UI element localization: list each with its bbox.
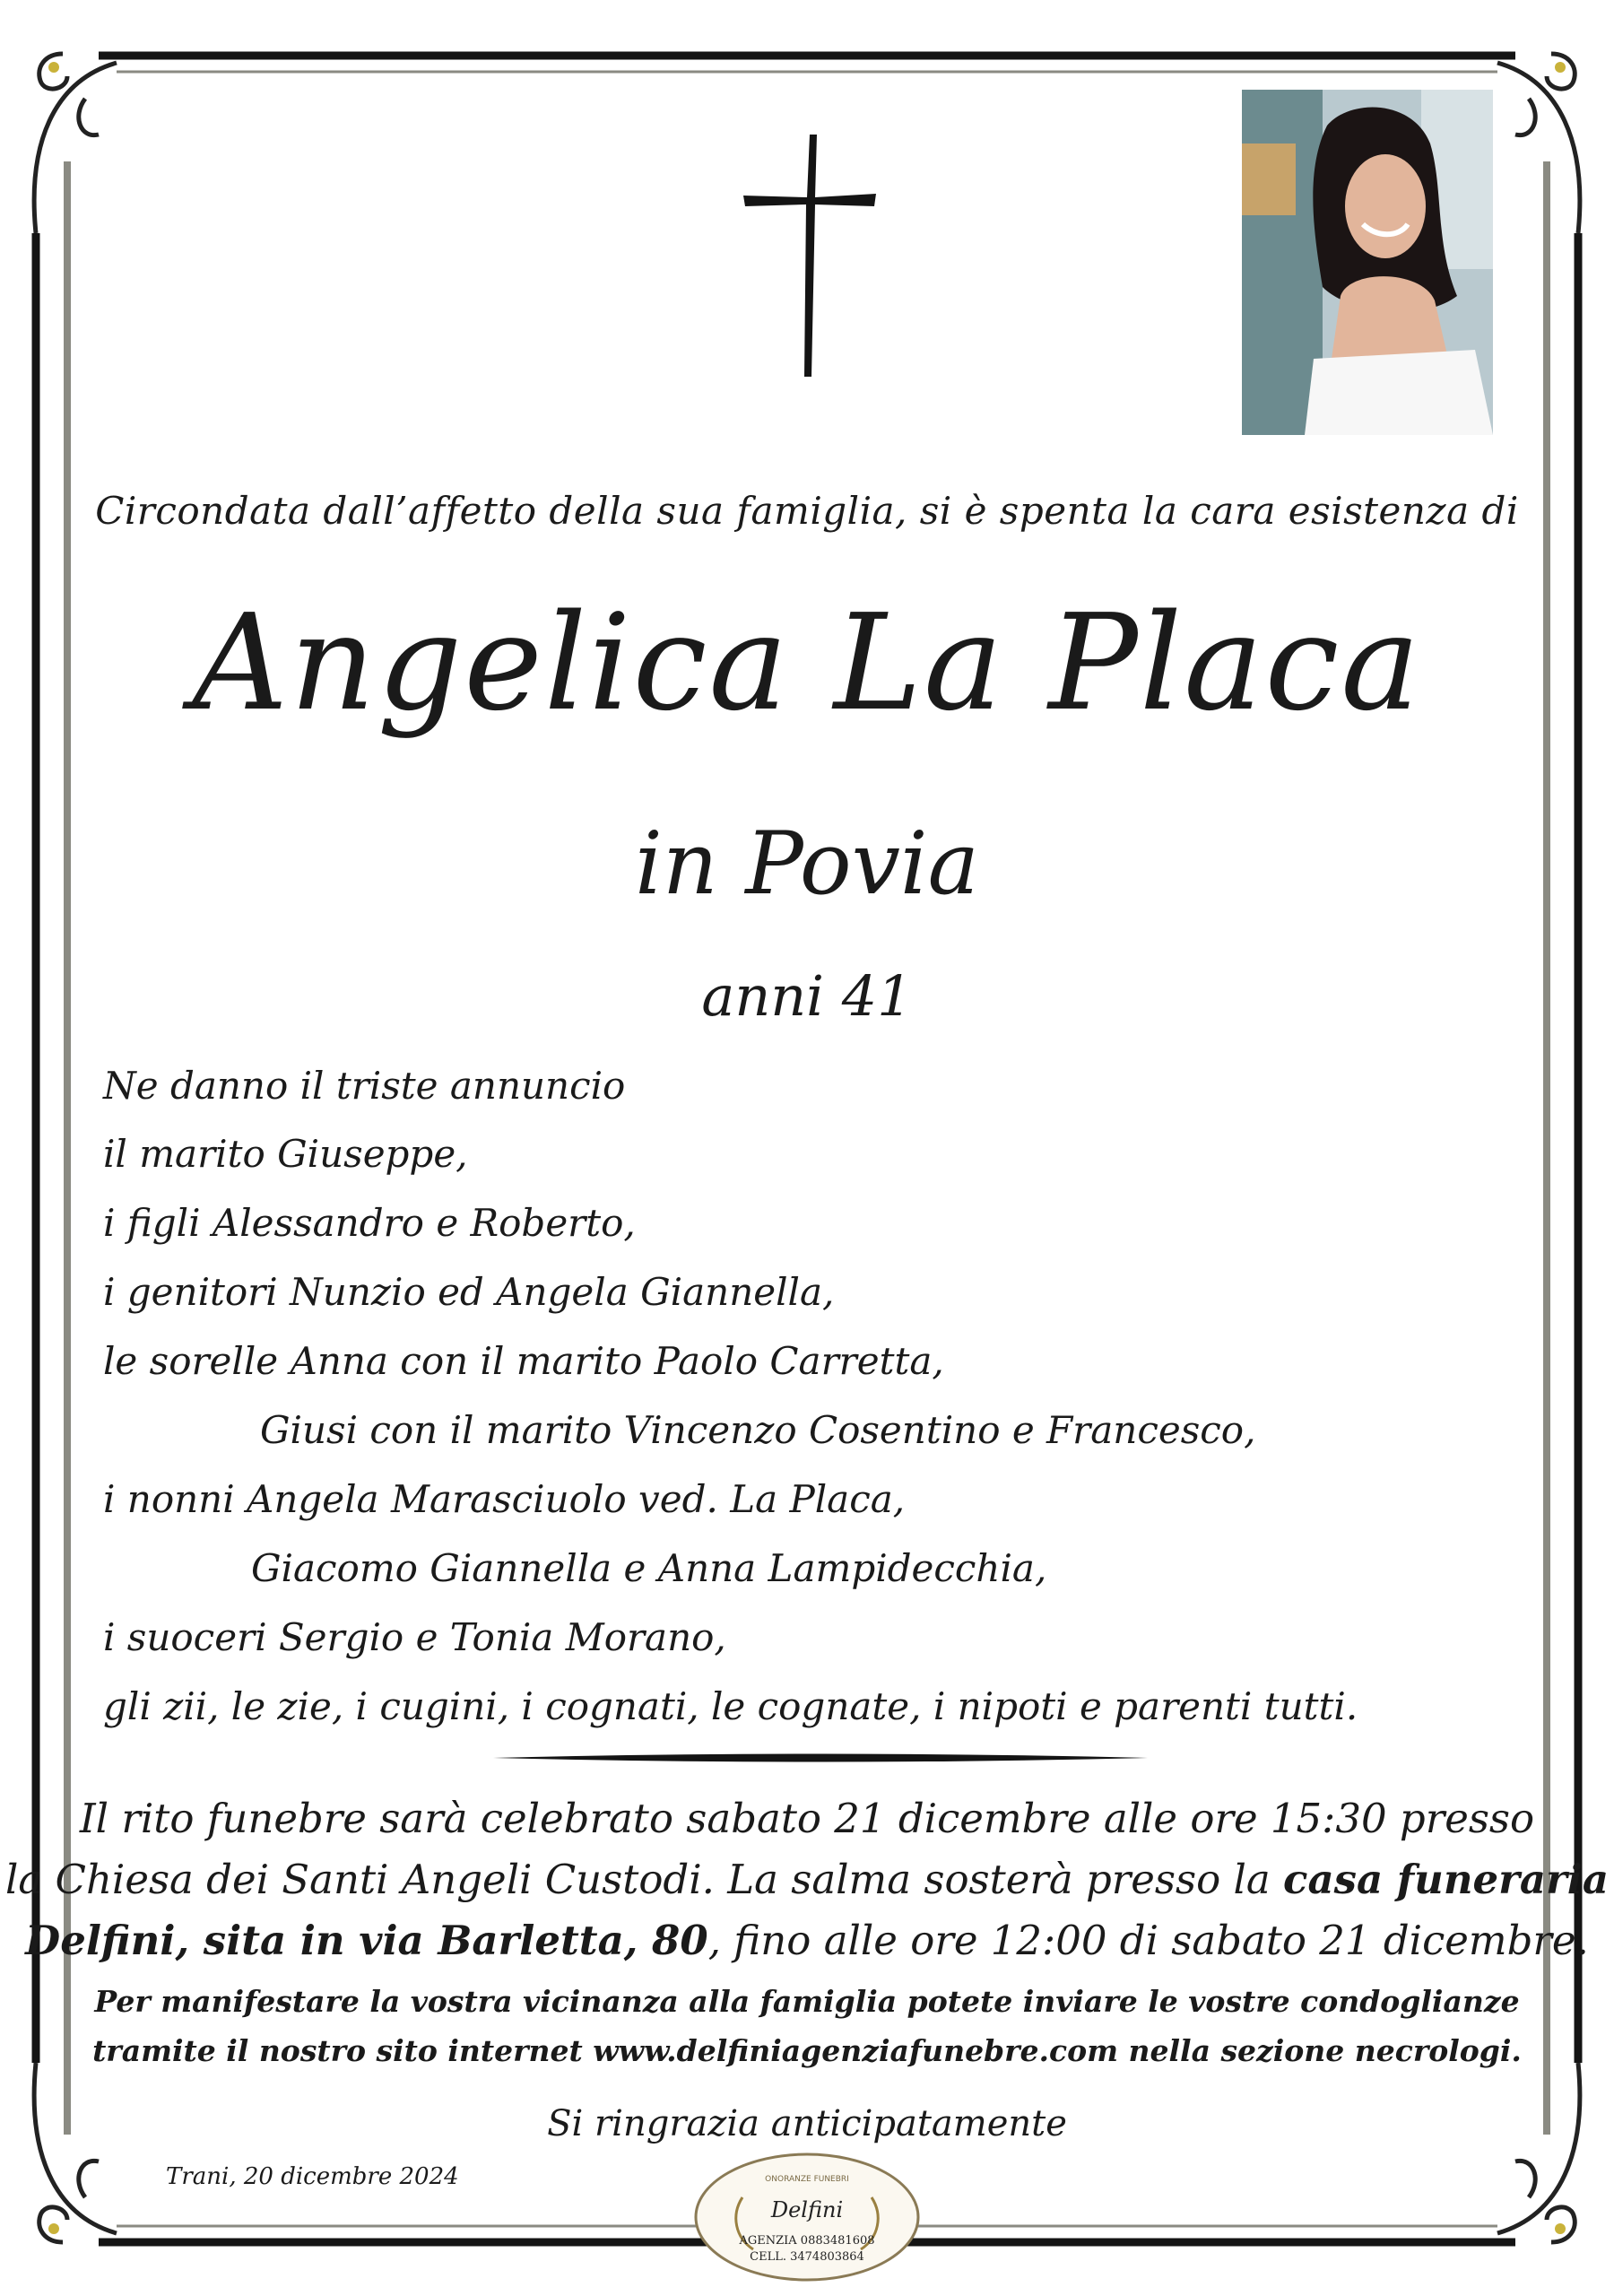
logo-brand: Delfini xyxy=(770,2197,844,2222)
cross-icon xyxy=(740,135,883,377)
logo-agency-phone: AGENZIA 0883481608 xyxy=(739,2234,875,2248)
note-line-2: tramite il nostro sito internet www.delfiniagenziafunebre.com nella sezione necrologi. xyxy=(92,2033,1522,2068)
divider xyxy=(493,1752,1148,1764)
family-line: i genitori Nunzio ed Angela Giannella, xyxy=(103,1270,835,1314)
agency-logo xyxy=(690,2152,924,2287)
age: anni 41 xyxy=(701,963,913,1029)
intro-text: Circondata dall’affetto della sua famiglia, si è spenta la cara esistenza di xyxy=(95,489,1519,533)
family-line: i suoceri Sergio e Tonia Morano, xyxy=(103,1615,726,1659)
logo-cell-phone: CELL. 3474803864 xyxy=(750,2250,864,2264)
family-line: gli zii, le zie, i cugini, i cognati, le cognate, i nipoti e parenti tutti. xyxy=(103,1684,1358,1728)
thanks-text: Si ringrazia anticipatamente xyxy=(547,2103,1067,2144)
deceased-name: Angelica La Placa xyxy=(192,586,1422,740)
place-date: Trani, 20 dicembre 2024 xyxy=(166,2163,459,2190)
family-line: i figli Alessandro e Roberto, xyxy=(103,1201,636,1245)
married-name: in Povia xyxy=(635,813,979,914)
logo-top-text: ONORANZE FUNEBRI xyxy=(765,2175,849,2184)
rite-text: , fino alle ore 12:00 di sabato 21 dicembre. xyxy=(707,1917,1589,1964)
rite-line-3 xyxy=(0,1917,1614,1964)
family-line: Ne danno il triste annuncio xyxy=(103,1064,626,1108)
ornament-corner-bottom-left xyxy=(34,2063,117,2242)
rite-bold-address: Delfini, sita in via Barletta, 80 xyxy=(25,1917,708,1964)
portrait-photo xyxy=(1242,90,1493,435)
family-line: il marito Giuseppe, xyxy=(103,1132,468,1176)
ornament-corner-top-right xyxy=(1497,54,1580,233)
rite-line-1: Il rito funebre sarà celebrato sabato 21 dicembre alle ore 15:30 presso xyxy=(79,1795,1535,1842)
note-line-1: Per manifestare la vostra vicinanza alla famiglia potete inviare le vostre condoglianze xyxy=(94,1984,1520,2019)
family-line: le sorelle Anna con il marito Paolo Carretta, xyxy=(103,1339,944,1383)
family-line: i nonni Angela Marasciuolo ved. La Placa, xyxy=(103,1477,906,1521)
family-line: Giusi con il marito Vincenzo Cosentino e Francesco, xyxy=(260,1408,1256,1452)
ornament-corner-bottom-right xyxy=(1497,2063,1580,2242)
family-line: Giacomo Giannella e Anna Lampidecchia, xyxy=(251,1546,1047,1590)
rite-line-2 xyxy=(0,1856,1614,1903)
rite-text: la Chiesa dei Santi Angeli Custodi. La salma sosterà presso la xyxy=(4,1856,1284,1903)
ornament-corner-top-left xyxy=(34,54,117,233)
rite-bold-text: casa funeraria xyxy=(1283,1856,1610,1903)
